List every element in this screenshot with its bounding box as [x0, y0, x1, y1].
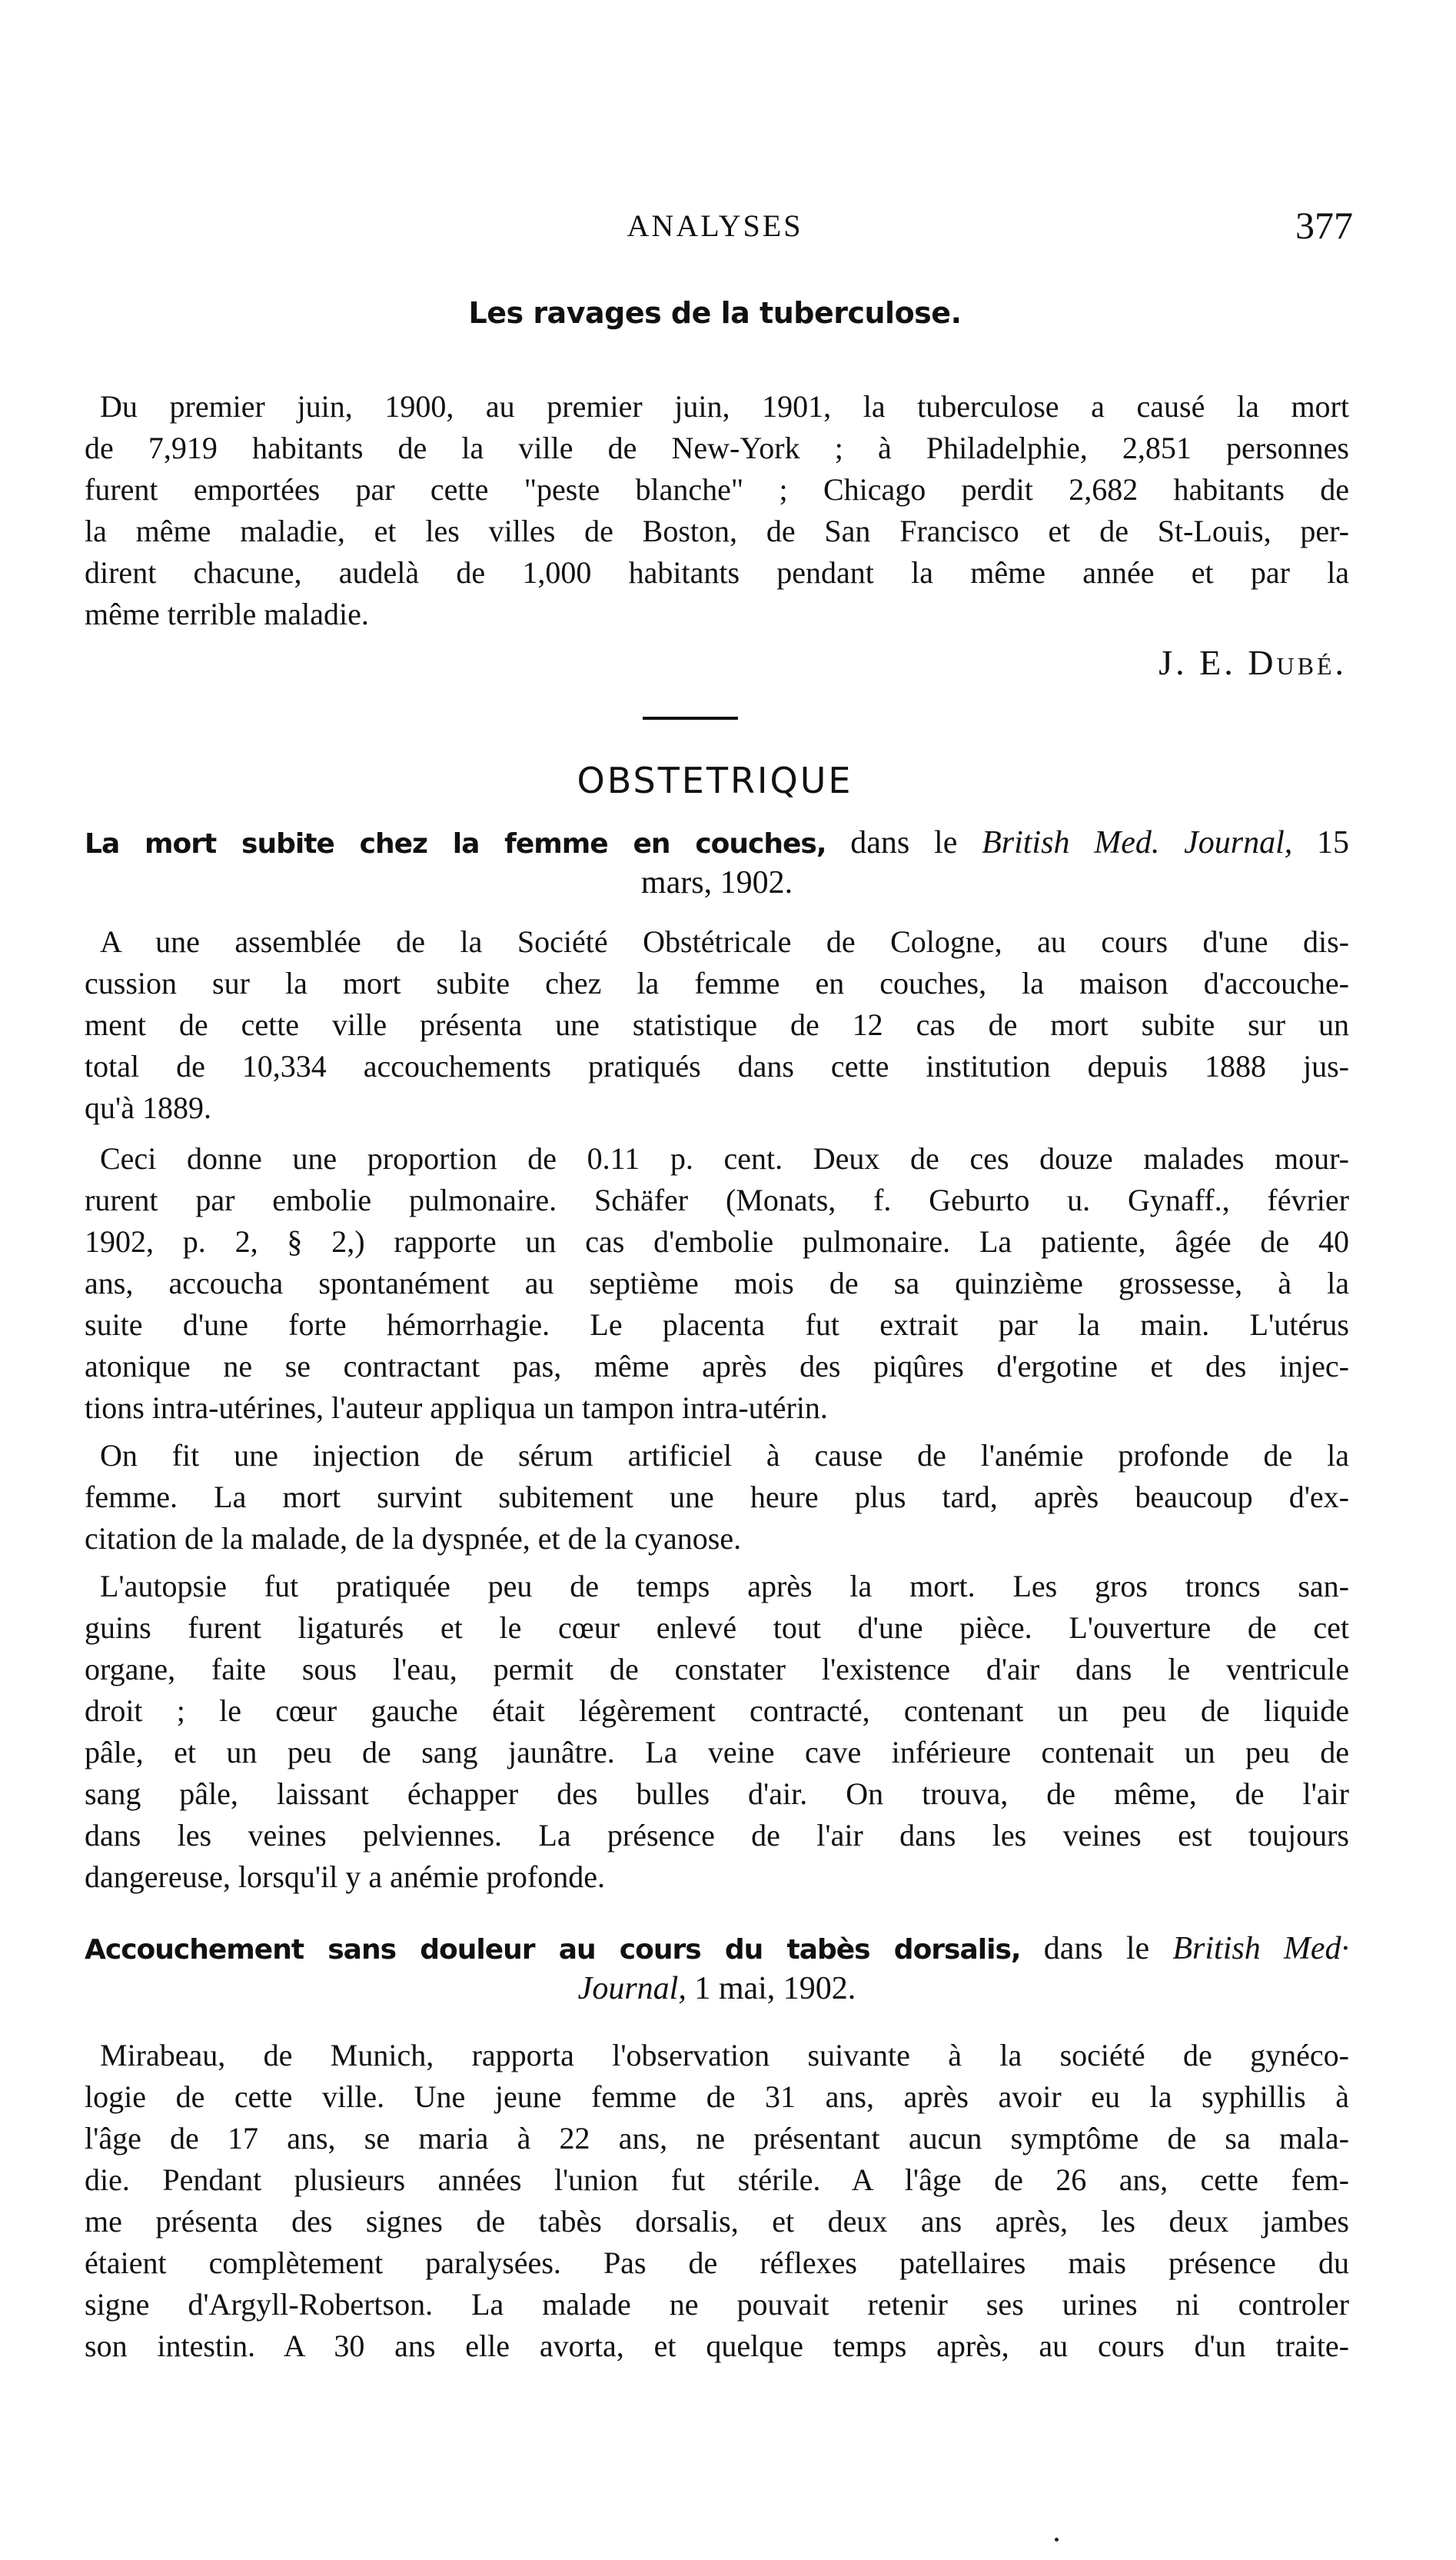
article-title-date: [85, 1969, 1349, 2009]
paragraph-line: sang pâle, laissant échapper des bulles d'air. On trouva, de même, de l'air: [85, 1776, 1349, 1811]
paragraph-line: cussion sur la mort subite chez la femme en couches, la maison d'accouche-: [85, 966, 1349, 1000]
paragraph-line: même terrible maladie.: [85, 597, 369, 631]
paragraph-line: logie de cette ville. Une jeune femme de 31 ans, après avoir eu la syphillis à: [85, 2079, 1349, 2114]
article-title-plain: dans le: [1020, 1931, 1173, 1966]
paragraph-line: femme. La mort survint subitement une heure plus tard, après beaucoup d'ex-: [85, 1480, 1349, 1514]
paragraph-line: 1902, p. 2, § 2,) rapporte un cas d'embolie pulmonaire. La patiente, âgée de 40: [85, 1224, 1349, 1259]
paragraph-line: dirent chacune, audelà de 1,000 habitants pendant la même année et par la: [85, 555, 1349, 590]
paragraph-line: suite d'une forte hémorrhagie. Le placenta fut extrait par la main. L'utérus: [85, 1307, 1349, 1342]
section-divider: [643, 717, 738, 720]
paragraph-line: l'âge de 17 ans, se maria à 22 ans, ne présentant aucun symptôme de sa mala-: [85, 2121, 1349, 2156]
paragraph-line: dangereuse, lorsqu'il y a anémie profonde.: [85, 1859, 605, 1894]
article-date: 1 mai, 1902.: [686, 1971, 856, 2006]
paragraph-line: Ceci donne une proportion de 0.11 p. cent. Deux de ces douze malades mour-: [100, 1141, 1349, 1176]
journal-name: British Med. Journal,: [982, 825, 1293, 861]
paragraph-line: Mirabeau, de Munich, rapporta l'observation suivante à la société de gynéco-: [100, 2038, 1349, 2072]
paragraph-line: L'autopsie fut pratiquée peu de temps après la mort. Les gros troncs san-: [100, 1569, 1349, 1603]
article-title-bold: Accouchement sans douleur au cours du tabès dorsalis,: [85, 1934, 1021, 1966]
paragraph-line: qu'à 1889.: [85, 1090, 211, 1125]
article-title-tuberculose: Les ravages de la tuberculose.: [468, 296, 962, 330]
paragraph-line: die. Pendant plusieurs années l'union fut stérile. A l'âge de 26 ans, cette fem-: [85, 2162, 1349, 2197]
running-title: ANALYSES: [627, 208, 803, 243]
paragraph-line: total de 10,334 accouchements pratiqués dans cette institution depuis 1888 jus-: [85, 1049, 1349, 1084]
paragraph-line: A une assemblée de la Société Obstétricale de Cologne, au cours d'une dis-: [100, 924, 1349, 959]
paragraph-line: droit ; le cœur gauche était légèrement contracté, contenant un peu de liquide: [85, 1693, 1349, 1728]
paragraph-line: étaient complètement paralysées. Pas de réflexes patellaires mais présence du: [85, 2245, 1349, 2280]
paragraph-line: ans, accoucha spontanément au septième mois de sa quinzième grossesse, à la: [85, 1266, 1349, 1300]
running-head: [77, 204, 1353, 254]
paragraph-line: ment de cette ville présenta une statistique de 12 cas de mort subite sur un: [85, 1007, 1349, 1042]
article-title-plain: dans le: [826, 825, 982, 861]
journal-name-continued: Journal,: [577, 1971, 686, 2006]
author-signature: J. E. Dubé.: [1158, 643, 1347, 682]
paragraph-line: guins furent ligaturés et le cœur enlevé tout d'une pièce. L'ouverture de cet: [85, 1610, 1349, 1645]
paragraph-line: signe d'Argyll-Robertson. La malade ne pouvait retenir ses urines ni controler: [85, 2287, 1349, 2322]
paragraph-line: Du premier juin, 1900, au premier juin, 1901, la tuberculose a causé la mort: [100, 389, 1349, 424]
paragraph-line: organe, faite sous l'eau, permit de constater l'existence d'air dans le ventricule: [85, 1652, 1349, 1686]
article-title-tail: 15: [1292, 825, 1350, 861]
article-title-date: mars, 1902.: [640, 865, 793, 900]
article-title-bold: La mort subite chez la femme en couches,: [85, 828, 826, 860]
paragraph-line: me présenta des signes de tabès dorsalis, et deux ans après, les deux jambes: [85, 2204, 1349, 2239]
section-heading: OBSTETRIQUE: [577, 760, 853, 801]
paragraph-line: tions intra-utérines, l'auteur appliqua un tampon intra-utérin.: [85, 1390, 828, 1425]
paragraph-line: rurent par embolie pulmonaire. Schäfer (Monats, f. Geburto u. Gynaff., février: [85, 1183, 1349, 1217]
paragraph-line: furent emportées par cette "peste blanche" ; Chicago perdit 2,682 habitants de: [85, 472, 1349, 507]
article-title-mort-subite: [85, 823, 1349, 864]
journal-name: British Med·: [1172, 1931, 1350, 1966]
paragraph-line: pâle, et un peu de sang jaunâtre. La veine cave inférieure contenait un peu de: [85, 1735, 1349, 1769]
paragraph-line: dans les veines pelviennes. La présence de l'air dans les veines est toujours: [85, 1818, 1349, 1853]
ink-speck: [1055, 2538, 1059, 2542]
paragraph-line: atonique ne se contractant pas, même après des piqûres d'ergotine et des injec-: [85, 1349, 1349, 1383]
paragraph-line: citation de la malade, de la dyspnée, et de la cyanose.: [85, 1521, 742, 1556]
paragraph-line: de 7,919 habitants de la ville de New-York ; à Philadelphie, 2,851 personnes: [85, 431, 1349, 465]
article-title-tabes: [85, 1929, 1349, 1970]
page-number: 377: [1295, 204, 1353, 247]
paragraph-line: la même maladie, et les villes de Boston, de San Francisco et de St-Louis, per-: [85, 514, 1349, 548]
paragraph-line: On fit une injection de sérum artificiel à cause de l'anémie profonde de la: [100, 1438, 1349, 1473]
paragraph-line: son intestin. A 30 ans elle avorta, et quelque temps après, au cours d'un traite-: [85, 2329, 1349, 2363]
